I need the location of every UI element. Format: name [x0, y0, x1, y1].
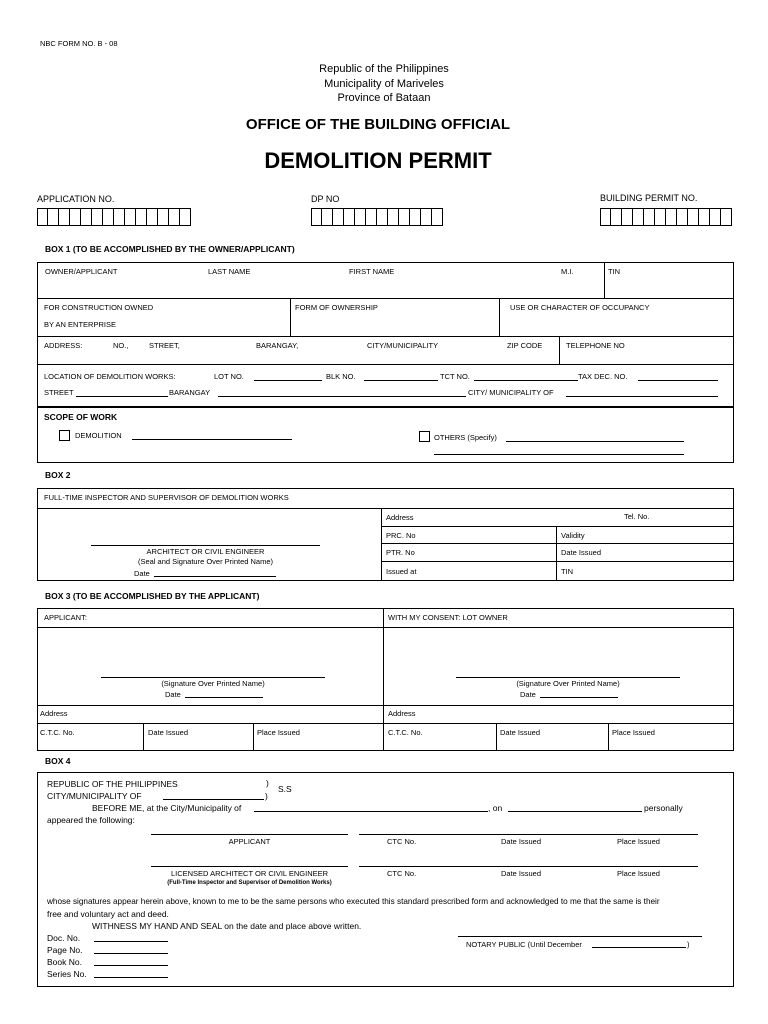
- street-label: STREET,: [149, 341, 180, 350]
- zip-label: ZIP CODE: [507, 341, 543, 350]
- issued-at-label: Issued at: [386, 567, 417, 576]
- on-date-field[interactable]: [508, 811, 642, 812]
- witness-text: WITHNESS MY HAND AND SEAL on the date and place above written.: [92, 921, 362, 931]
- licensed-label: LICENSED ARCHITECT OR CIVIL ENGINEER: [170, 869, 329, 878]
- free-text: free and voluntary act and deed.: [47, 909, 169, 919]
- doc-no-label: Doc. No.: [47, 933, 81, 943]
- notary-signature-line[interactable]: [458, 936, 702, 937]
- box4-date-issued-label-2: Date Issued: [501, 869, 542, 878]
- on-label: , on: [488, 803, 503, 813]
- others-label: OTHERS (Specify): [434, 433, 497, 442]
- box4-city-field[interactable]: [163, 799, 264, 800]
- form-ownership-label: FORM OF OWNERSHIP: [295, 303, 378, 312]
- ss-label: S.S: [278, 784, 292, 794]
- city-label: CITY/MUNICIPALITY: [367, 341, 439, 350]
- telephone-label: TELEPHONE NO: [566, 341, 625, 350]
- others-field-2[interactable]: [434, 454, 684, 455]
- box3-title: BOX 3 (TO BE ACCOMPLISHED BY THE APPLICANT): [45, 591, 260, 601]
- page-title: DEMOLITION PERMIT: [264, 148, 492, 173]
- construction-owned-label: FOR CONSTRUCTION OWNED: [44, 303, 154, 312]
- owner-ctc-label: C.T.C. No.: [388, 728, 423, 737]
- city2-label: CITY/ MUNICIPALITY OF: [468, 388, 554, 397]
- box4-city-label: CITY/MUNICIPALITY OF: [47, 791, 142, 801]
- mi-label: M.I.: [561, 267, 574, 276]
- box4-applicant-line[interactable]: [151, 834, 348, 835]
- others-checkbox[interactable]: [419, 431, 430, 442]
- series-no-label: Series No.: [47, 969, 87, 979]
- application-no-label: APPLICATION NO.: [37, 194, 115, 204]
- box4-ctc-label-1: CTC No.: [387, 837, 417, 846]
- applicant-signature-line[interactable]: [101, 677, 325, 678]
- demolition-label: DEMOLITION: [75, 431, 122, 440]
- architect-label: ARCHITECT OR CIVIL ENGINEER: [146, 547, 265, 556]
- building-permit-no-field[interactable]: [600, 208, 732, 226]
- box2-tin-label: TIN: [561, 567, 574, 576]
- box2-address-label: Address: [386, 513, 414, 522]
- box4-date-issued-label-1: Date Issued: [501, 837, 542, 846]
- owner-address-label: Address: [388, 709, 416, 718]
- republic-label: REPUBLIC OF THE PHILIPPINES: [47, 779, 178, 789]
- box4-place-issued-label-2: Place Issued: [617, 869, 660, 878]
- applicant-address-label: Address: [40, 709, 68, 718]
- box2-title: BOX 2: [45, 470, 71, 480]
- fulltime-label: (Full-Time Inspector and Supervisor of Demolition Works): [167, 880, 332, 886]
- consent-label: WITH MY CONSENT: LOT OWNER: [388, 613, 508, 622]
- applicant-date-field[interactable]: [185, 697, 263, 698]
- first-name-label: FIRST NAME: [349, 267, 395, 276]
- blk-no-label: BLK NO.: [326, 372, 356, 381]
- personally-label: personally: [644, 803, 683, 813]
- notary-label: NOTARY PUBLIC (Until December: [466, 940, 582, 949]
- owner-place-issued-label: Place Issued: [612, 728, 655, 737]
- owner-date-field[interactable]: [540, 697, 618, 698]
- box1: [37, 262, 734, 407]
- scope-title: SCOPE OF WORK: [44, 412, 118, 422]
- architect-signature-line[interactable]: [91, 545, 320, 546]
- city2-field[interactable]: [566, 396, 718, 397]
- use-occupancy-label: USE OR CHARACTER OF OCCUPANCY: [510, 303, 650, 312]
- seal-label: (Seal and Signature Over Printed Name): [137, 557, 274, 566]
- box2-date-label: Date: [134, 569, 150, 578]
- applicant-date-label: Date: [165, 690, 181, 699]
- header-address: [0, 62, 768, 106]
- owner-date-issued-label: Date Issued: [500, 728, 541, 737]
- demolition-field[interactable]: [132, 439, 292, 440]
- header-line-1: Republic of the Philippines: [319, 63, 449, 75]
- box2-date-issued-label: Date Issued: [561, 548, 602, 557]
- street2-label: STREET: [44, 388, 74, 397]
- page-no-label: Page No.: [47, 945, 83, 955]
- lot-no-field[interactable]: [254, 380, 322, 381]
- box4-applicant-ctc-line[interactable]: [359, 834, 698, 835]
- tax-dec-field[interactable]: [638, 380, 718, 381]
- owner-sig-label: (Signature Over Printed Name): [516, 679, 620, 688]
- applicant-label: APPLICANT:: [44, 613, 87, 622]
- tin-label: TIN: [608, 267, 621, 276]
- box1-title: BOX 1 (TO BE ACCOMPLISHED BY THE OWNER/APPLICANT): [45, 244, 295, 254]
- box4-ctc-label-2: CTC No.: [387, 869, 417, 878]
- by-enterprise-label: BY AN ENTERPRISE: [44, 320, 116, 329]
- before-me-label: BEFORE ME, at the City/Municipality of: [92, 803, 242, 813]
- header-line-3: Province of Bataan: [337, 92, 431, 104]
- address-label: ADDRESS:: [44, 341, 83, 350]
- book-no-field[interactable]: [94, 965, 168, 966]
- validity-label: Validity: [561, 531, 585, 540]
- paren-2: ): [265, 791, 268, 801]
- applicant-ctc-label: C.T.C. No.: [40, 728, 75, 737]
- box4-engineer-ctc-line[interactable]: [359, 866, 698, 867]
- street2-field[interactable]: [76, 396, 168, 397]
- doc-no-field[interactable]: [94, 941, 168, 942]
- whose-text: whose signatures appear herein above, known to me to be the same persons who executed this standard prescribed form and acknowledged to me that the same is their: [47, 897, 660, 906]
- last-name-label: LAST NAME: [208, 267, 251, 276]
- office-title: OFFICE OF THE BUILDING OFFICIAL: [245, 116, 511, 133]
- notary-until-field[interactable]: [592, 947, 686, 948]
- box4-engineer-line[interactable]: [151, 866, 348, 867]
- barangay2-field[interactable]: [218, 396, 466, 397]
- building-permit-no-label: BUILDING PERMIT NO.: [600, 193, 698, 203]
- book-no-label: Book No.: [47, 957, 82, 967]
- prc-label: PRC. No: [386, 531, 416, 540]
- appeared-label: appeared the following:: [47, 815, 135, 825]
- paren-1: ): [266, 778, 269, 788]
- box4-place-issued-label-1: Place Issued: [617, 837, 660, 846]
- applicant-sig-label: (Signature Over Printed Name): [161, 679, 265, 688]
- demolition-checkbox[interactable]: [59, 430, 70, 441]
- applicant-date-issued-label: Date Issued: [148, 728, 189, 737]
- barangay2-label: BARANGAY: [169, 388, 211, 397]
- form-number: NBC FORM NO. B - 08: [40, 39, 118, 48]
- before-me-city-field[interactable]: [254, 811, 488, 812]
- series-no-field[interactable]: [94, 977, 168, 978]
- inspector-label: FULL-TIME INSPECTOR AND SUPERVISOR OF DEMOLITION WORKS: [44, 493, 289, 502]
- application-no-field[interactable]: [37, 208, 191, 226]
- owner-signature-line[interactable]: [456, 677, 680, 678]
- owner-applicant-label: OWNER/APPLICANT: [45, 267, 118, 276]
- ptr-label: PTR. No: [386, 548, 415, 557]
- tct-no-field[interactable]: [474, 380, 578, 381]
- blk-no-field[interactable]: [364, 380, 438, 381]
- tel-no-label: Tel. No.: [624, 512, 650, 521]
- lot-no-label: LOT NO.: [214, 372, 244, 381]
- header-line-2: Municipality of Mariveles: [324, 77, 444, 90]
- barangay-label: BARANGAY,: [256, 341, 299, 350]
- box4-applicant-label: APPLICANT: [228, 837, 271, 846]
- page-no-field[interactable]: [94, 953, 168, 954]
- dp-no-field[interactable]: [311, 208, 443, 226]
- others-field[interactable]: [506, 441, 684, 442]
- tax-dec-label: TAX DEC. NO.: [578, 372, 628, 381]
- no-label: NO.,: [113, 341, 129, 350]
- tct-no-label: TCT NO.: [440, 372, 470, 381]
- box4-title: BOX 4: [45, 756, 71, 766]
- box2-date-field[interactable]: [154, 576, 276, 577]
- owner-date-label: Date: [520, 690, 536, 699]
- location-label: LOCATION OF DEMOLITION WORKS:: [44, 372, 176, 381]
- dp-no-label: DP NO: [311, 194, 340, 204]
- applicant-place-issued-label: Place Issued: [257, 728, 300, 737]
